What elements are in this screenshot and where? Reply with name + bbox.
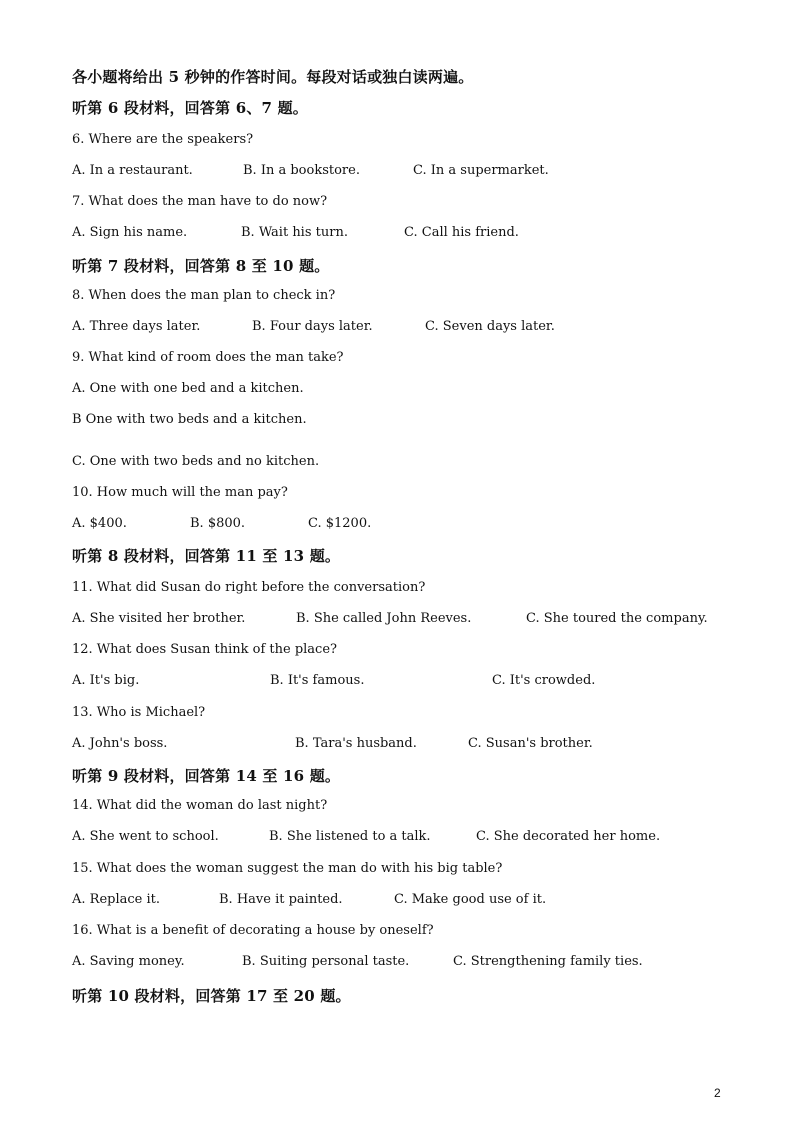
option-a: A. Three days later. <box>72 319 201 334</box>
question-text: 16. What is a benefit of decorating a house by oneself? <box>72 923 434 938</box>
option-a: A. One with one bed and a kitchen. <box>72 381 304 396</box>
instructions-text: 各小题将给出 5 秒钟的作答时间。每段对话或独白读两遍。 <box>72 68 474 86</box>
question-text: 9. What kind of room does the man take? <box>72 350 344 365</box>
question-text: 15. What does the woman suggest the man do with his big table? <box>72 861 503 876</box>
option-a: A. $400. <box>72 516 127 531</box>
option-b: B One with two beds and a kitchen. <box>72 412 307 427</box>
option-b: B. Four days later. <box>252 319 373 334</box>
question-text: 14. What did the woman do last night? <box>72 798 328 813</box>
option-b: B. Have it painted. <box>219 892 343 907</box>
question-text: 7. What does the man have to do now? <box>72 194 328 209</box>
option-b: B. It's famous. <box>270 673 365 688</box>
section-heading: 听第 7 段材料，回答第 8 至 10 题。 <box>72 257 330 275</box>
option-b: B. Wait his turn. <box>241 225 348 240</box>
option-c: C. $1200. <box>308 516 372 531</box>
question-text: 13. Who is Michael? <box>72 705 206 720</box>
section-heading: 听第 6 段材料，回答第 6、7 题。 <box>72 99 309 117</box>
section-heading: 听第 10 段材料，回答第 17 至 20 题。 <box>72 987 351 1005</box>
option-a: A. She went to school. <box>72 829 219 844</box>
option-c: C. She decorated her home. <box>476 829 661 844</box>
section-heading: 听第 8 段材料，回答第 11 至 13 题。 <box>72 547 341 565</box>
option-b: B. She listened to a talk. <box>269 829 431 844</box>
option-b: B. In a bookstore. <box>243 163 360 178</box>
question-text: 6. Where are the speakers? <box>72 132 254 147</box>
option-a: A. In a restaurant. <box>72 163 193 178</box>
option-a: A. Replace it. <box>72 892 160 907</box>
question-text: 10. How much will the man pay? <box>72 485 288 500</box>
option-c: C. Strengthening family ties. <box>453 954 643 969</box>
option-b: B. She called John Reeves. <box>296 611 472 626</box>
option-c: C. It's crowded. <box>492 673 596 688</box>
page-number: 2 <box>714 1086 721 1100</box>
option-a: A. It's big. <box>72 673 140 688</box>
option-b: B. $800. <box>190 516 246 531</box>
option-c: C. Make good use of it. <box>394 892 547 907</box>
option-a: A. She visited her brother. <box>72 611 246 626</box>
question-text: 8. When does the man plan to check in? <box>72 288 336 303</box>
option-c: C. Seven days later. <box>425 319 555 334</box>
question-text: 12. What does Susan think of the place? <box>72 642 338 657</box>
question-text: 11. What did Susan do right before the conversation? <box>72 580 426 595</box>
option-c: C. Call his friend. <box>404 225 519 240</box>
option-c: C. One with two beds and no kitchen. <box>72 454 320 469</box>
option-a: A. Saving money. <box>72 954 185 969</box>
option-a: A. Sign his name. <box>72 225 188 240</box>
section-heading: 听第 9 段材料，回答第 14 至 16 题。 <box>72 767 341 785</box>
option-a: A. John's boss. <box>72 736 168 751</box>
option-b: B. Suiting personal taste. <box>242 954 410 969</box>
option-c: C. She toured the company. <box>526 611 708 626</box>
option-b: B. Tara's husband. <box>295 736 417 751</box>
option-c: C. Susan's brother. <box>468 736 593 751</box>
option-c: C. In a supermarket. <box>413 163 549 178</box>
